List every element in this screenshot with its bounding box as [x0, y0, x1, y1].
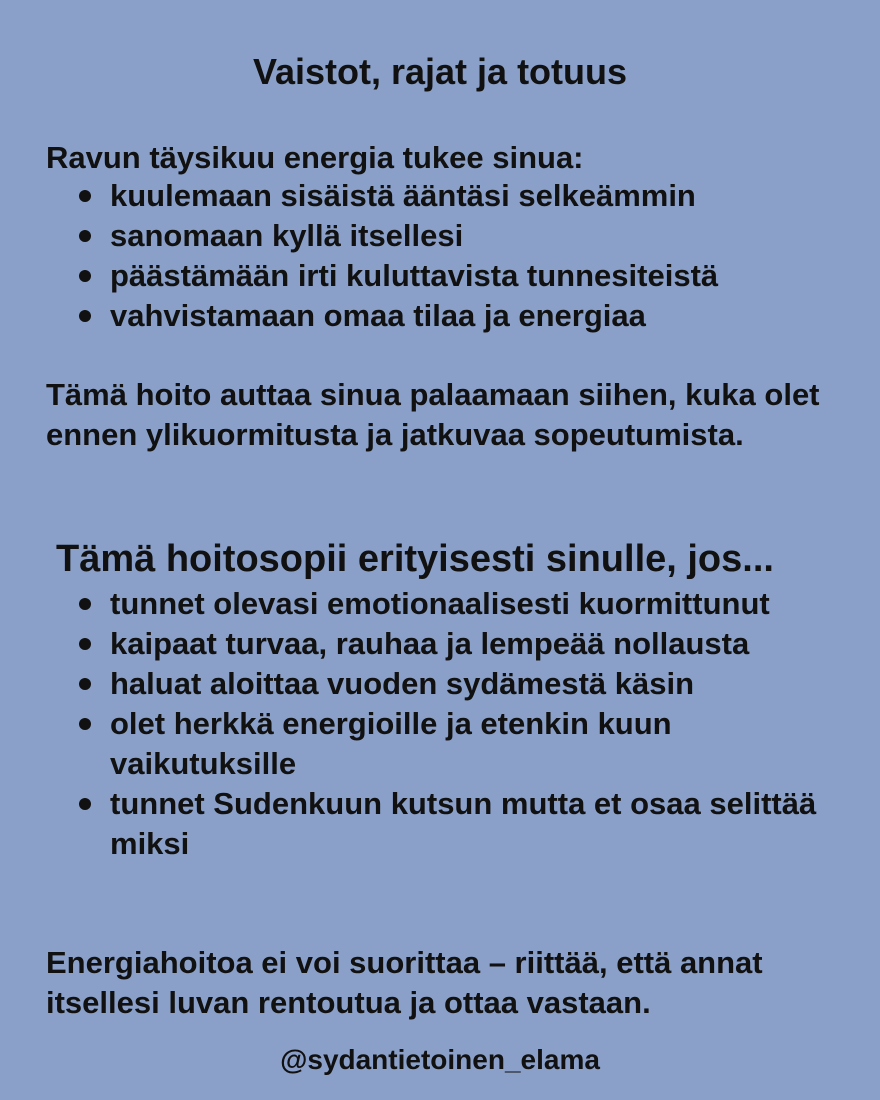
intro-text: Ravun täysikuu energia tukee sinua: [46, 140, 584, 175]
bullet-icon [79, 310, 91, 322]
list-item [46, 624, 860, 664]
bullet-icon [79, 798, 91, 810]
bullet-icon [79, 230, 91, 242]
list-item-text: tunnet olevasi emotionaalisesti kuormittunut [110, 586, 770, 621]
list-item [46, 256, 860, 296]
list-item [46, 664, 860, 704]
suits-heading: Tämä hoitosopii erityisesti sinulle, jos... [56, 538, 774, 580]
list-item-text: päästämään irti kuluttavista tunnesiteistä [110, 258, 719, 293]
list-item-text: sanomaan kyllä itsellesi [110, 218, 464, 253]
benefits-list [46, 176, 860, 336]
bullet-icon [79, 718, 91, 730]
list-item [46, 176, 860, 216]
list-item-text: vahvistamaan omaa tilaa ja energiaa [110, 298, 646, 333]
list-item [46, 296, 860, 336]
list-item-text: olet herkkä energioille ja etenkin kuun vaikutuksille [110, 706, 672, 781]
author-handle: @sydantietoinen_elama [280, 1044, 600, 1075]
closing-paragraph: Energiahoitoa ei voi suorittaa – riittää, että annat itsellesi luvan rentoutua ja ottaa vastaan. [46, 945, 763, 1020]
list-item-text: kaipaat turvaa, rauhaa ja lempeää nollausta [110, 626, 750, 661]
bullet-icon [79, 190, 91, 202]
bullet-icon [79, 638, 91, 650]
list-item-text: haluat aloittaa vuoden sydämestä käsin [110, 666, 695, 701]
description-paragraph: Tämä hoito auttaa sinua palaamaan siihen, kuka olet ennen ylikuormitusta ja jatkuvaa sopeutumista. [46, 377, 820, 452]
list-item [46, 784, 860, 864]
list-item [46, 216, 860, 256]
list-item-text: kuulemaan sisäistä ääntäsi selkeämmin [110, 178, 696, 213]
bullet-icon [79, 598, 91, 610]
post-title: Vaistot, rajat ja totuus [252, 51, 628, 92]
list-item [46, 584, 860, 624]
list-item-text: tunnet Sudenkuun kutsun mutta et osaa selittää miksi [110, 786, 817, 861]
bullet-icon [79, 270, 91, 282]
suits-list [46, 584, 860, 864]
bullet-icon [79, 678, 91, 690]
list-item [46, 704, 860, 784]
